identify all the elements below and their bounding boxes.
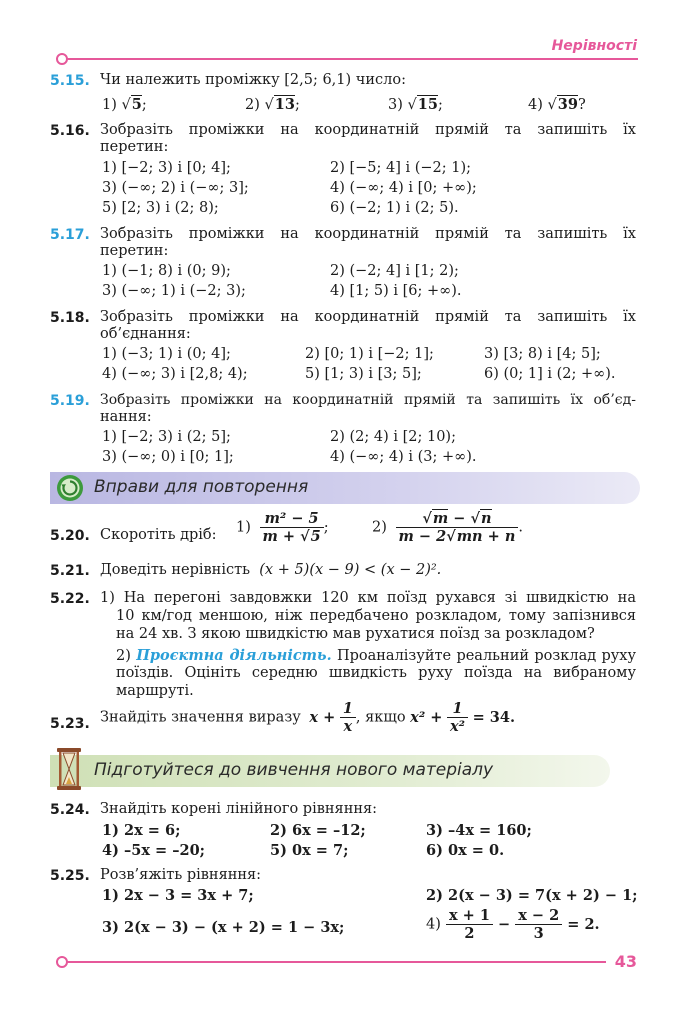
option: 4) –5x = –20; <box>102 842 206 859</box>
task-text: нання: <box>100 409 152 425</box>
task-text: Знайдіть значення виразу x + $\frac{1}{x}$ , якщо x² + $\frac{1}{\text{x²}}$ = 34. <box>100 700 516 735</box>
task-number: 5.21. <box>50 563 90 579</box>
option: 2) [0; 1) і [−2; 1]; <box>305 346 434 362</box>
option: 3) 2(x − 3) − (x + 2) = 1 − 3x; <box>102 919 345 936</box>
task-number: 5.19. <box>50 393 90 409</box>
task-text: Зобразіть проміжки на координатній прямій та запишіть їх <box>100 226 636 242</box>
option: 2) 2(x − 3) = 7(x + 2) − 1; <box>426 887 638 904</box>
option: 2) (−2; 4] і [1; 2); <box>330 263 459 279</box>
option: 5) 0x = 7; <box>270 842 349 859</box>
option: 1) (−1; 8) і (0; 9); <box>102 263 231 279</box>
recycle-icon <box>56 474 84 502</box>
option: 3) (−∞; 0) і [0; 1]; <box>102 449 234 465</box>
option: 2) (2; 4) і [2; 10); <box>330 429 456 445</box>
task-number: 5.24. <box>50 802 90 818</box>
task-text: перетин: <box>100 243 169 259</box>
task-text: поїздів. Оцініть середню швидкість руху поїзда на вибраному <box>116 665 636 681</box>
option: 1) [−2; 3) і [0; 4]; <box>102 160 231 176</box>
prepare-banner <box>50 755 610 787</box>
option: 2) [−5; 4] і (−2; 1); <box>330 160 472 176</box>
task-text: маршруті. <box>116 683 194 699</box>
task-text: перетин: <box>100 139 169 155</box>
fraction-2: 2) $\frac{√m - √n}{m - 2√mn + n}$ . <box>372 510 524 545</box>
option: 3) [3; 8) і [4; 5]; <box>484 346 601 362</box>
option: 6) (0; 1] і (2; +∞). <box>484 366 616 382</box>
option: 6) (−2; 1) і (2; 5). <box>330 200 459 216</box>
option: 5) [2; 3) і (2; 8); <box>102 200 219 216</box>
option: 1) (−3; 1) і (0; 4]; <box>102 346 231 362</box>
task-number: 5.23. <box>50 716 90 732</box>
option: 1) 2x − 3 = 3x + 7; <box>102 887 254 904</box>
banner-title: Вправи для повторення <box>94 477 309 497</box>
task-text: Зобразіть проміжки на координатній прямій та запишіть їх <box>100 122 636 138</box>
task-number: 5.20. <box>50 528 90 544</box>
option: 6) 0x = 0. <box>426 842 505 859</box>
task-text: Зобразіть проміжки на координатній прямій та запишіть їх об’єд- <box>100 392 636 408</box>
option: 1) 2x = 6; <box>102 822 181 839</box>
option: 4) [1; 5) і [6; +∞). <box>330 283 462 299</box>
option: 3) (−∞; 1) і (−2; 3); <box>102 283 246 299</box>
option: 4) (−∞; 3) і [2,8; 4); <box>102 366 248 382</box>
task-number: 5.22. <box>50 591 90 607</box>
task-text: Знайдіть корені лінійного рівняння: <box>100 801 378 817</box>
fraction-1: 1) $\frac{\text{m² − 5}}{m + √5}$ ; <box>236 510 329 545</box>
option: 4) $\frac{x + 1}{2}$ − $\frac{x - 2}{3}$ = 2. <box>426 907 600 942</box>
option: 2) 6x = –12; <box>270 822 366 839</box>
task-number: 5.16. <box>50 123 90 139</box>
task-text: Доведіть нерівність (x + 5)(x − 9) < (x − 2)². <box>100 562 442 578</box>
task-text: 1) На перегоні завдовжки 120 км поїзд рухався зі швидкістю на <box>100 590 636 606</box>
option: 3) –4x = 160; <box>426 822 532 839</box>
hourglass-icon <box>56 747 82 791</box>
review-banner <box>50 472 640 504</box>
section-title: Нерівності <box>551 38 637 54</box>
footer-rule <box>66 961 606 963</box>
project-label: Проєктна діяльність. <box>136 647 332 664</box>
task-text: Розв’яжіть рівняння: <box>100 867 262 883</box>
task-text: на 24 хв. З якою швидкістю мав рухатися поїзд за розкладом? <box>116 626 595 642</box>
task-text: об’єднання: <box>100 326 191 342</box>
task-text: Скоротіть дріб: <box>100 527 217 543</box>
task-number: 5.15. <box>50 73 90 89</box>
header-rule <box>66 58 638 60</box>
option-4: 4) √39? <box>528 96 586 113</box>
task-number: 5.18. <box>50 310 90 326</box>
option-3: 3) √15; <box>388 96 443 113</box>
option: 4) (−∞; 4) і (3; +∞). <box>330 449 477 465</box>
task-text: 10 км/год меншою, ніж передбачено розкладом, тому запізнився <box>116 608 636 624</box>
option: 5) [1; 3) і [3; 5]; <box>305 366 422 382</box>
option: 4) (−∞; 4) і [0; +∞); <box>330 180 477 196</box>
option: 1) [−2; 3) і (2; 5]; <box>102 429 231 445</box>
option: 3) (−∞; 2) і (−∞; 3]; <box>102 180 249 196</box>
page-number: 43 <box>614 952 637 971</box>
option-2: 2) √13; <box>245 96 300 113</box>
task-number: 5.25. <box>50 868 90 884</box>
option-1: 1) √5; <box>102 96 147 113</box>
banner-title: Підготуйтеся до вивчення нового матеріалу <box>94 760 494 780</box>
task-text: Чи належить проміжку [2,5; 6,1) число: <box>100 72 406 88</box>
task-number: 5.17. <box>50 227 90 243</box>
task-text: Зобразіть проміжки на координатній прямій та запишіть їх <box>100 309 636 325</box>
task-text: 2) Проєктна діяльність. Проаналізуйте реальний розклад руху <box>116 647 636 664</box>
